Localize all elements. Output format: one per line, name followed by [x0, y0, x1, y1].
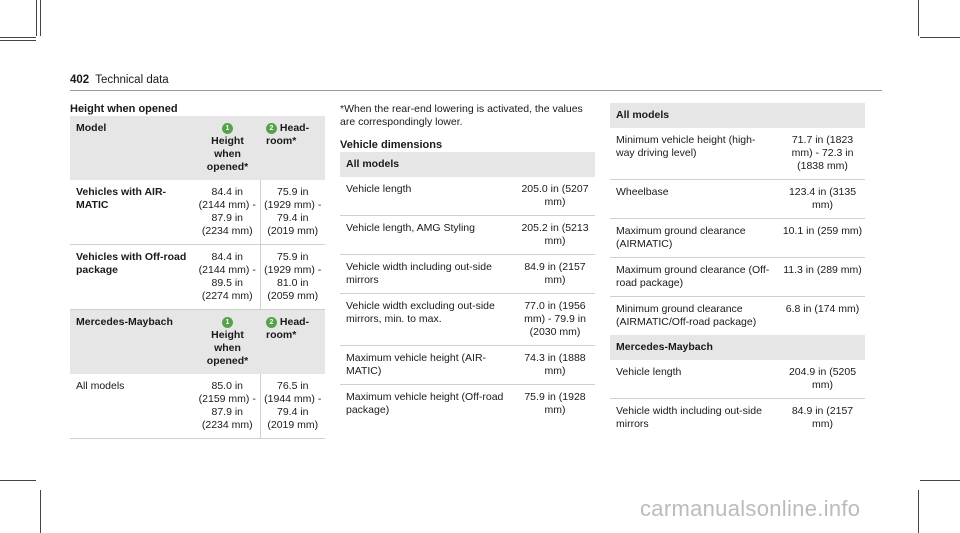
- table-row: Vehicle length 204.9 in (5205 mm): [610, 360, 865, 399]
- height-table: [70, 116, 325, 439]
- table-row: Maximum vehicle height (Off-road package) 75.9 in (1928 mm): [346, 391, 586, 416]
- crop-mark: [36, 0, 37, 36]
- marker-1-icon: 1: [222, 123, 233, 134]
- crop-mark: [918, 490, 919, 533]
- table-row: Vehicle length, AMG Styling 205.2 in (5213 mm): [340, 216, 595, 255]
- table-row: Minimum vehicle height (high-way driving level) 71.7 in (1823 mm) - 72.3 in (1838 mm): [610, 128, 865, 180]
- footnote: *When the rear-end lowering is activated, the values are correspondingly lower.: [340, 103, 583, 128]
- marker-2-icon: 2: [266, 123, 277, 134]
- height-table-header: [70, 116, 325, 180]
- crop-mark: [40, 0, 41, 36]
- section-title: Technical data: [95, 74, 169, 86]
- table-row: Maximum ground clearance (AIRMATIC) 10.1 in (259 mm): [610, 219, 865, 258]
- crop-mark: [920, 480, 960, 481]
- marker-2-icon: 2: [266, 317, 277, 328]
- all-models-table: [610, 103, 865, 437]
- column-height: 1 Height when opened*: [195, 116, 260, 180]
- height-title: Height when opened: [70, 103, 178, 115]
- table-row: Vehicle length 205.0 in (5207 mm): [340, 177, 595, 216]
- crop-mark: [40, 490, 41, 533]
- page-header: [70, 74, 169, 87]
- column-model: Model: [70, 116, 195, 180]
- table-row: Maximum ground clearance (Off-road package) 11.3 in (289 mm): [610, 258, 865, 297]
- table-row: Vehicle width including out-side mirrors 84.9 in (2157 mm): [616, 405, 854, 430]
- all-models-header: All models: [610, 103, 865, 128]
- crop-mark: [918, 0, 919, 36]
- table-row: Vehicles with Off-road package 84.4 in (2144 mm) - 89.5 in (2274 mm) 75.9 in (1929 mm) - 81.0 in (2059 mm): [70, 245, 325, 310]
- table-row: Wheelbase 123.4 in (3135 mm): [610, 180, 865, 219]
- page-number: 402: [70, 74, 90, 86]
- table-row: All models 85.0 in (2159 mm) - 87.9 in (2234 mm) 76.5 in (1944 mm) - 79.4 in (2019 mm): [70, 374, 325, 439]
- crop-mark: [920, 37, 960, 38]
- table-row: Maximum vehicle height (AIR-MATIC) 74.3 in (1888 mm): [340, 346, 595, 385]
- dimensions-header: All models: [340, 152, 595, 177]
- dimensions-table: [340, 152, 595, 423]
- maybach-header: Mercedes-Maybach: [610, 335, 865, 360]
- table-row: Vehicle width including out-side mirrors 84.9 in (2157 mm): [340, 255, 595, 294]
- dimensions-title: Vehicle dimensions: [340, 139, 443, 151]
- table-row: Vehicles with AIR-MATIC 84.4 in (2144 mm) - 87.9 in (2234 mm) 75.9 in (1929 mm) - 79.4 in (2019 mm): [70, 180, 325, 245]
- watermark: carmanualsonline.info: [640, 496, 861, 521]
- table-row: Minimum ground clearance (AIRMATIC/Off-road package) 6.8 in (174 mm): [616, 303, 860, 328]
- maybach-header: Mercedes-Maybach 1 Height when opened* 2 Head-room*: [70, 310, 325, 375]
- crop-mark: [0, 480, 36, 481]
- crop-mark: [0, 40, 36, 41]
- crop-mark: [0, 37, 36, 38]
- marker-1-icon: 1: [222, 317, 233, 328]
- header-rule: [70, 90, 882, 91]
- table-row: Vehicle width excluding out-side mirrors, min. to max. 77.0 in (1956 mm) - 79.9 in (2030 mm): [340, 294, 595, 346]
- column-headroom: 2 Head-room*: [260, 116, 325, 180]
